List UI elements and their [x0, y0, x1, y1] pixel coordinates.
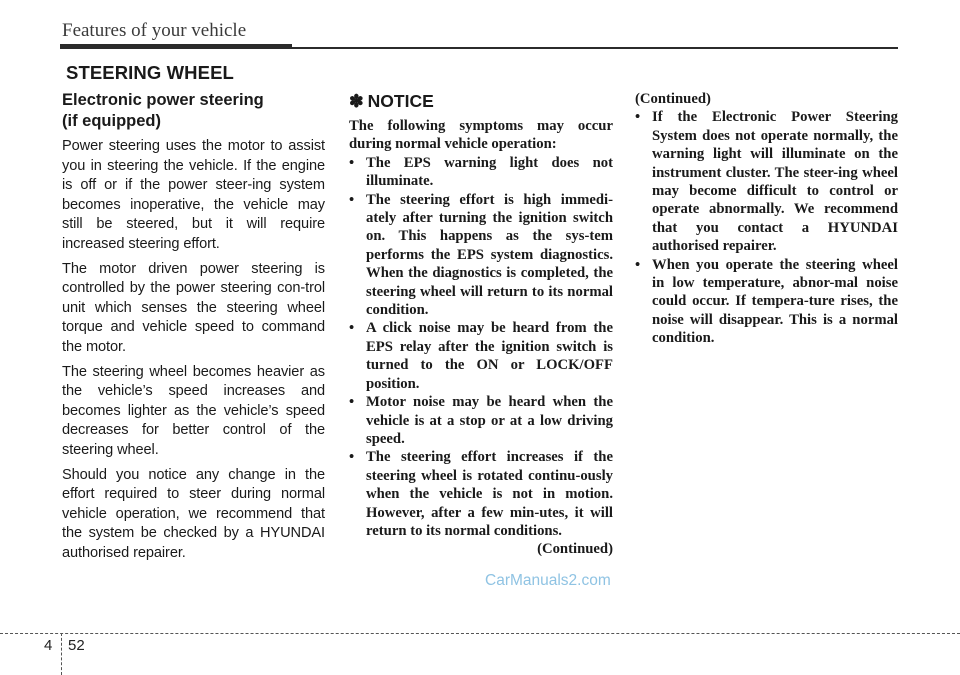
sub-heading-line-1: Electronic power steering — [62, 91, 264, 109]
list-item-text: The steering effort is high immedi-ately after turning the ignition switch on. This happens as the sys-tem performs the EPS system diagnostics. When the diagnostics is completed, the steering wheel will return to its normal condition. — [366, 191, 613, 319]
footer-divider — [61, 633, 62, 675]
column-1 — [62, 90, 325, 568]
paragraph: The motor driven power steering is controlled by the power steering con-trol unit which senses the steering wheel torque and vehicle speed to command the motor. — [62, 260, 325, 355]
continued-label: (Continued) — [635, 91, 711, 107]
column-3-notice-continued — [635, 90, 898, 348]
paragraph: The steering wheel becomes heavier as the vehicle’s speed increases and becomes lighter as the vehicle’s speed decreases for better control of the steering wheel. — [62, 363, 325, 458]
notice-star-icon: ✽ — [349, 91, 364, 111]
paragraph: Should you notice any change in the effort required to steer during normal vehicle operation, we recommend that the system be checked by a HYUNDAI authorised repairer. — [62, 466, 325, 561]
column-2-notice — [349, 90, 613, 559]
header-rule-thin — [292, 47, 898, 49]
notice-intro: The following symptoms may occur during normal vehicle operation: — [349, 118, 613, 153]
sub-heading-line-2: (if equipped) — [62, 112, 161, 130]
list-item-text: The EPS warning light does not illuminate. — [366, 154, 613, 190]
bullet-dot: • — [635, 109, 641, 126]
watermark-link[interactable]: CarManuals2.com — [485, 572, 611, 589]
notice-heading — [349, 90, 613, 112]
list-item-text: When you operate the steering wheel in low temperature, abnor-mal noise could occur. If tempera-ture rises, the noise will disappear. This is a normal condition. — [652, 256, 898, 347]
bullet-dot: • — [349, 394, 355, 411]
list-item — [635, 108, 898, 255]
notice-label: NOTICE — [367, 91, 434, 111]
paragraph: Power steering uses the motor to assist you in steering the vehicle. If the engine is off or if the power steer-ing system becomes inoperative, the vehicle may still be steered, but it will require increased steering effort. — [62, 138, 325, 252]
list-item — [349, 191, 613, 320]
list-item-text: Motor noise may be heard when the vehicle is at a stop or at a low driving speed. — [366, 394, 613, 447]
list-item-text: If the Electronic Power Steering System does not operate normally, the warning light will illuminate on the instrument cluster. The steer-ing wheel may become difficult to control or operate abnormally. We recommend that you contact a HYUNDAI authorised repairer. — [652, 109, 898, 255]
sub-heading — [62, 90, 325, 132]
page-header-title: Features of your vehicle — [62, 20, 247, 41]
page-number: 52 — [68, 637, 85, 654]
notice-bullet-list — [635, 108, 898, 347]
list-item — [349, 393, 613, 448]
list-item — [349, 154, 613, 191]
section-title: STEERING WHEEL — [66, 62, 234, 83]
bullet-dot: • — [349, 154, 355, 171]
bullet-dot: • — [349, 320, 355, 337]
list-item-text: The steering effort increases if the steering wheel is rotated continu-ously when the vehicle is not in motion. However, after a few min-utes, it will return to its normal conditions. — [366, 449, 613, 539]
header-rule-thick — [60, 44, 292, 49]
bullet-dot: • — [635, 256, 641, 273]
list-item — [349, 448, 613, 540]
list-item — [635, 256, 898, 348]
bullet-dot: • — [349, 449, 355, 466]
list-item-text: A click noise may be heard from the EPS relay after the ignition switch is turned to the ON or LOCK/OFF position. — [366, 320, 613, 392]
notice-bullet-list — [349, 154, 613, 541]
continued-label: (Continued) — [537, 541, 613, 558]
bullet-dot: • — [349, 191, 355, 208]
list-item — [349, 319, 613, 393]
footer-rule — [0, 633, 960, 634]
chapter-number: 4 — [44, 637, 53, 654]
